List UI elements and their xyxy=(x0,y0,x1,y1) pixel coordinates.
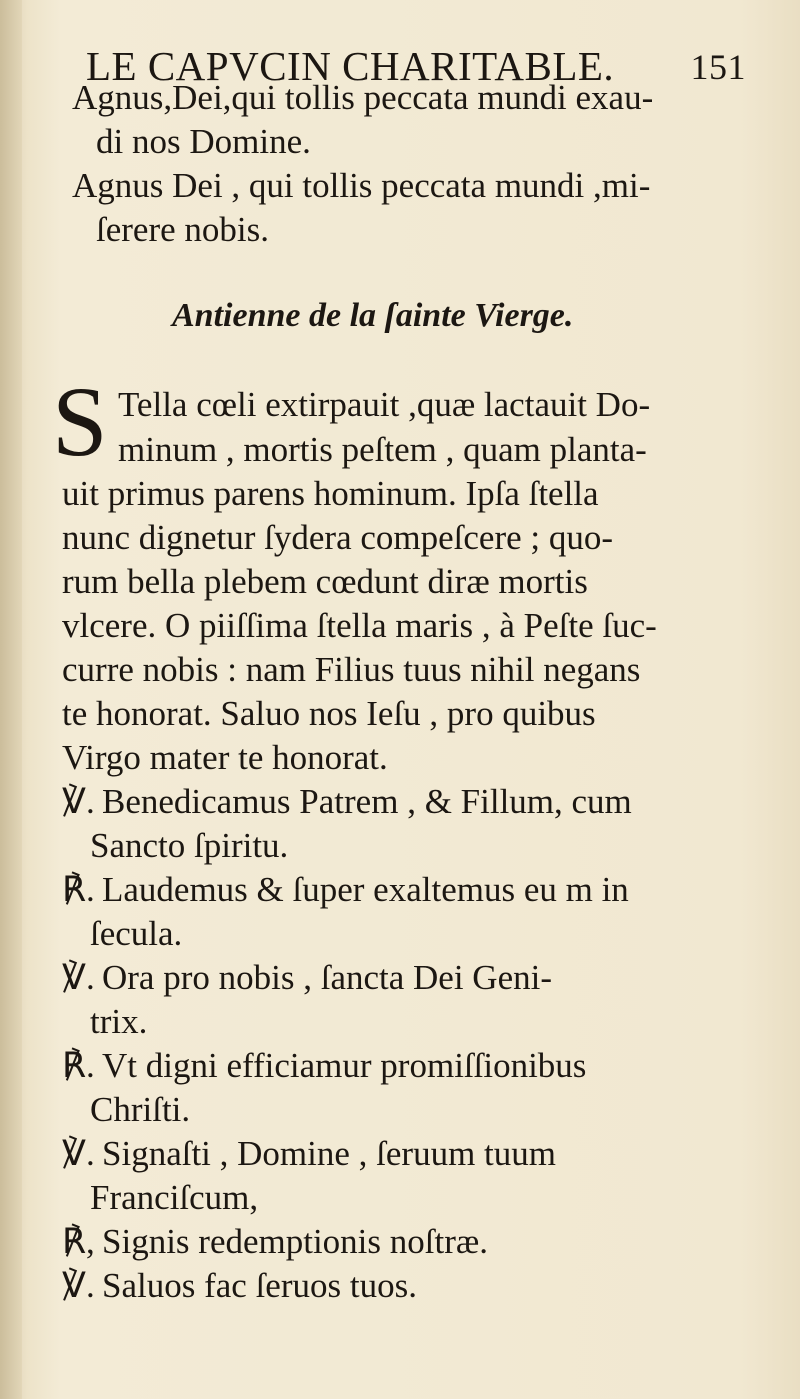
response-line: ſecula. xyxy=(90,914,183,953)
versicle-line: Sancto ſpiritu. xyxy=(90,826,289,865)
text-line: minum , mortis peſtem , quam planta- xyxy=(118,430,647,469)
versicle-text: Saluos fac ſeruos tuos. xyxy=(102,1266,417,1305)
versicle-line: trix. xyxy=(90,1002,148,1041)
text-line: Tella cœli extirpauit ,quæ lactauit Do- xyxy=(118,385,651,424)
versicle-text: Signaſti , Domine , ſeruum tuum xyxy=(102,1134,556,1173)
page-gutter xyxy=(0,0,22,1399)
text-line: vlcere. O piiſſima ſtella maris , à Peſte ſuc- xyxy=(62,606,657,645)
text-line: te honorat. Saluo nos Ieſu , pro quibus xyxy=(62,694,596,733)
versicle-line xyxy=(62,1134,556,1174)
versicle-text: Benedicamus Patrem , & Fillum, cum xyxy=(102,782,632,821)
response-text: Vt digni efficiamur promiſſionibus xyxy=(102,1046,587,1085)
response-symbol: ℟, xyxy=(62,1222,95,1261)
text-line: Agnus Dei , qui tollis peccata mundi ,mi- xyxy=(72,166,651,205)
response-symbol: ℟. xyxy=(62,870,95,909)
versicle-symbol: ℣. xyxy=(62,958,95,997)
response-line: Chriſti. xyxy=(90,1090,191,1129)
versicle-line xyxy=(62,958,552,998)
drop-capital: S xyxy=(52,366,108,477)
text-line: Virgo mater te honorat. xyxy=(62,738,388,777)
running-title: LE CAPVCIN CHARITABLE. xyxy=(86,43,615,89)
text-line: di nos Domine. xyxy=(96,122,311,161)
text-line: uit primus parens hominum. Ipſa ſtella xyxy=(62,474,599,513)
versicle-text: Ora pro nobis , ſancta Dei Geni- xyxy=(102,958,552,997)
text-line: rum bella plebem cœdunt diræ mortis xyxy=(62,562,588,601)
text-line: ſerere nobis. xyxy=(96,210,269,249)
versicle-symbol: ℣. xyxy=(62,1134,95,1173)
versicle-line xyxy=(62,1266,417,1306)
response-line xyxy=(62,1222,488,1262)
text-line: Agnus,Dei,qui tollis peccata mundi exau- xyxy=(72,78,654,117)
text-line: nunc dignetur ſydera compeſcere ; quo- xyxy=(62,518,614,557)
response-symbol: ℟. xyxy=(62,1046,95,1085)
section-heading: Antienne de la ſainte Vierge. xyxy=(172,297,574,334)
versicle-symbol: ℣. xyxy=(62,782,95,821)
response-line xyxy=(62,1046,586,1086)
versicle-line: Franciſcum, xyxy=(90,1178,259,1217)
page-number: 151 xyxy=(690,47,746,87)
text-line: curre nobis : nam Filius tuus nihil negans xyxy=(62,650,641,689)
versicle-symbol: ℣. xyxy=(62,1266,95,1305)
versicle-line xyxy=(62,782,632,822)
response-text: Laudemus & ſuper exaltemus eu m in xyxy=(102,870,629,909)
response-line xyxy=(62,870,629,910)
response-text: Signis redemptionis noſtræ. xyxy=(102,1222,488,1261)
